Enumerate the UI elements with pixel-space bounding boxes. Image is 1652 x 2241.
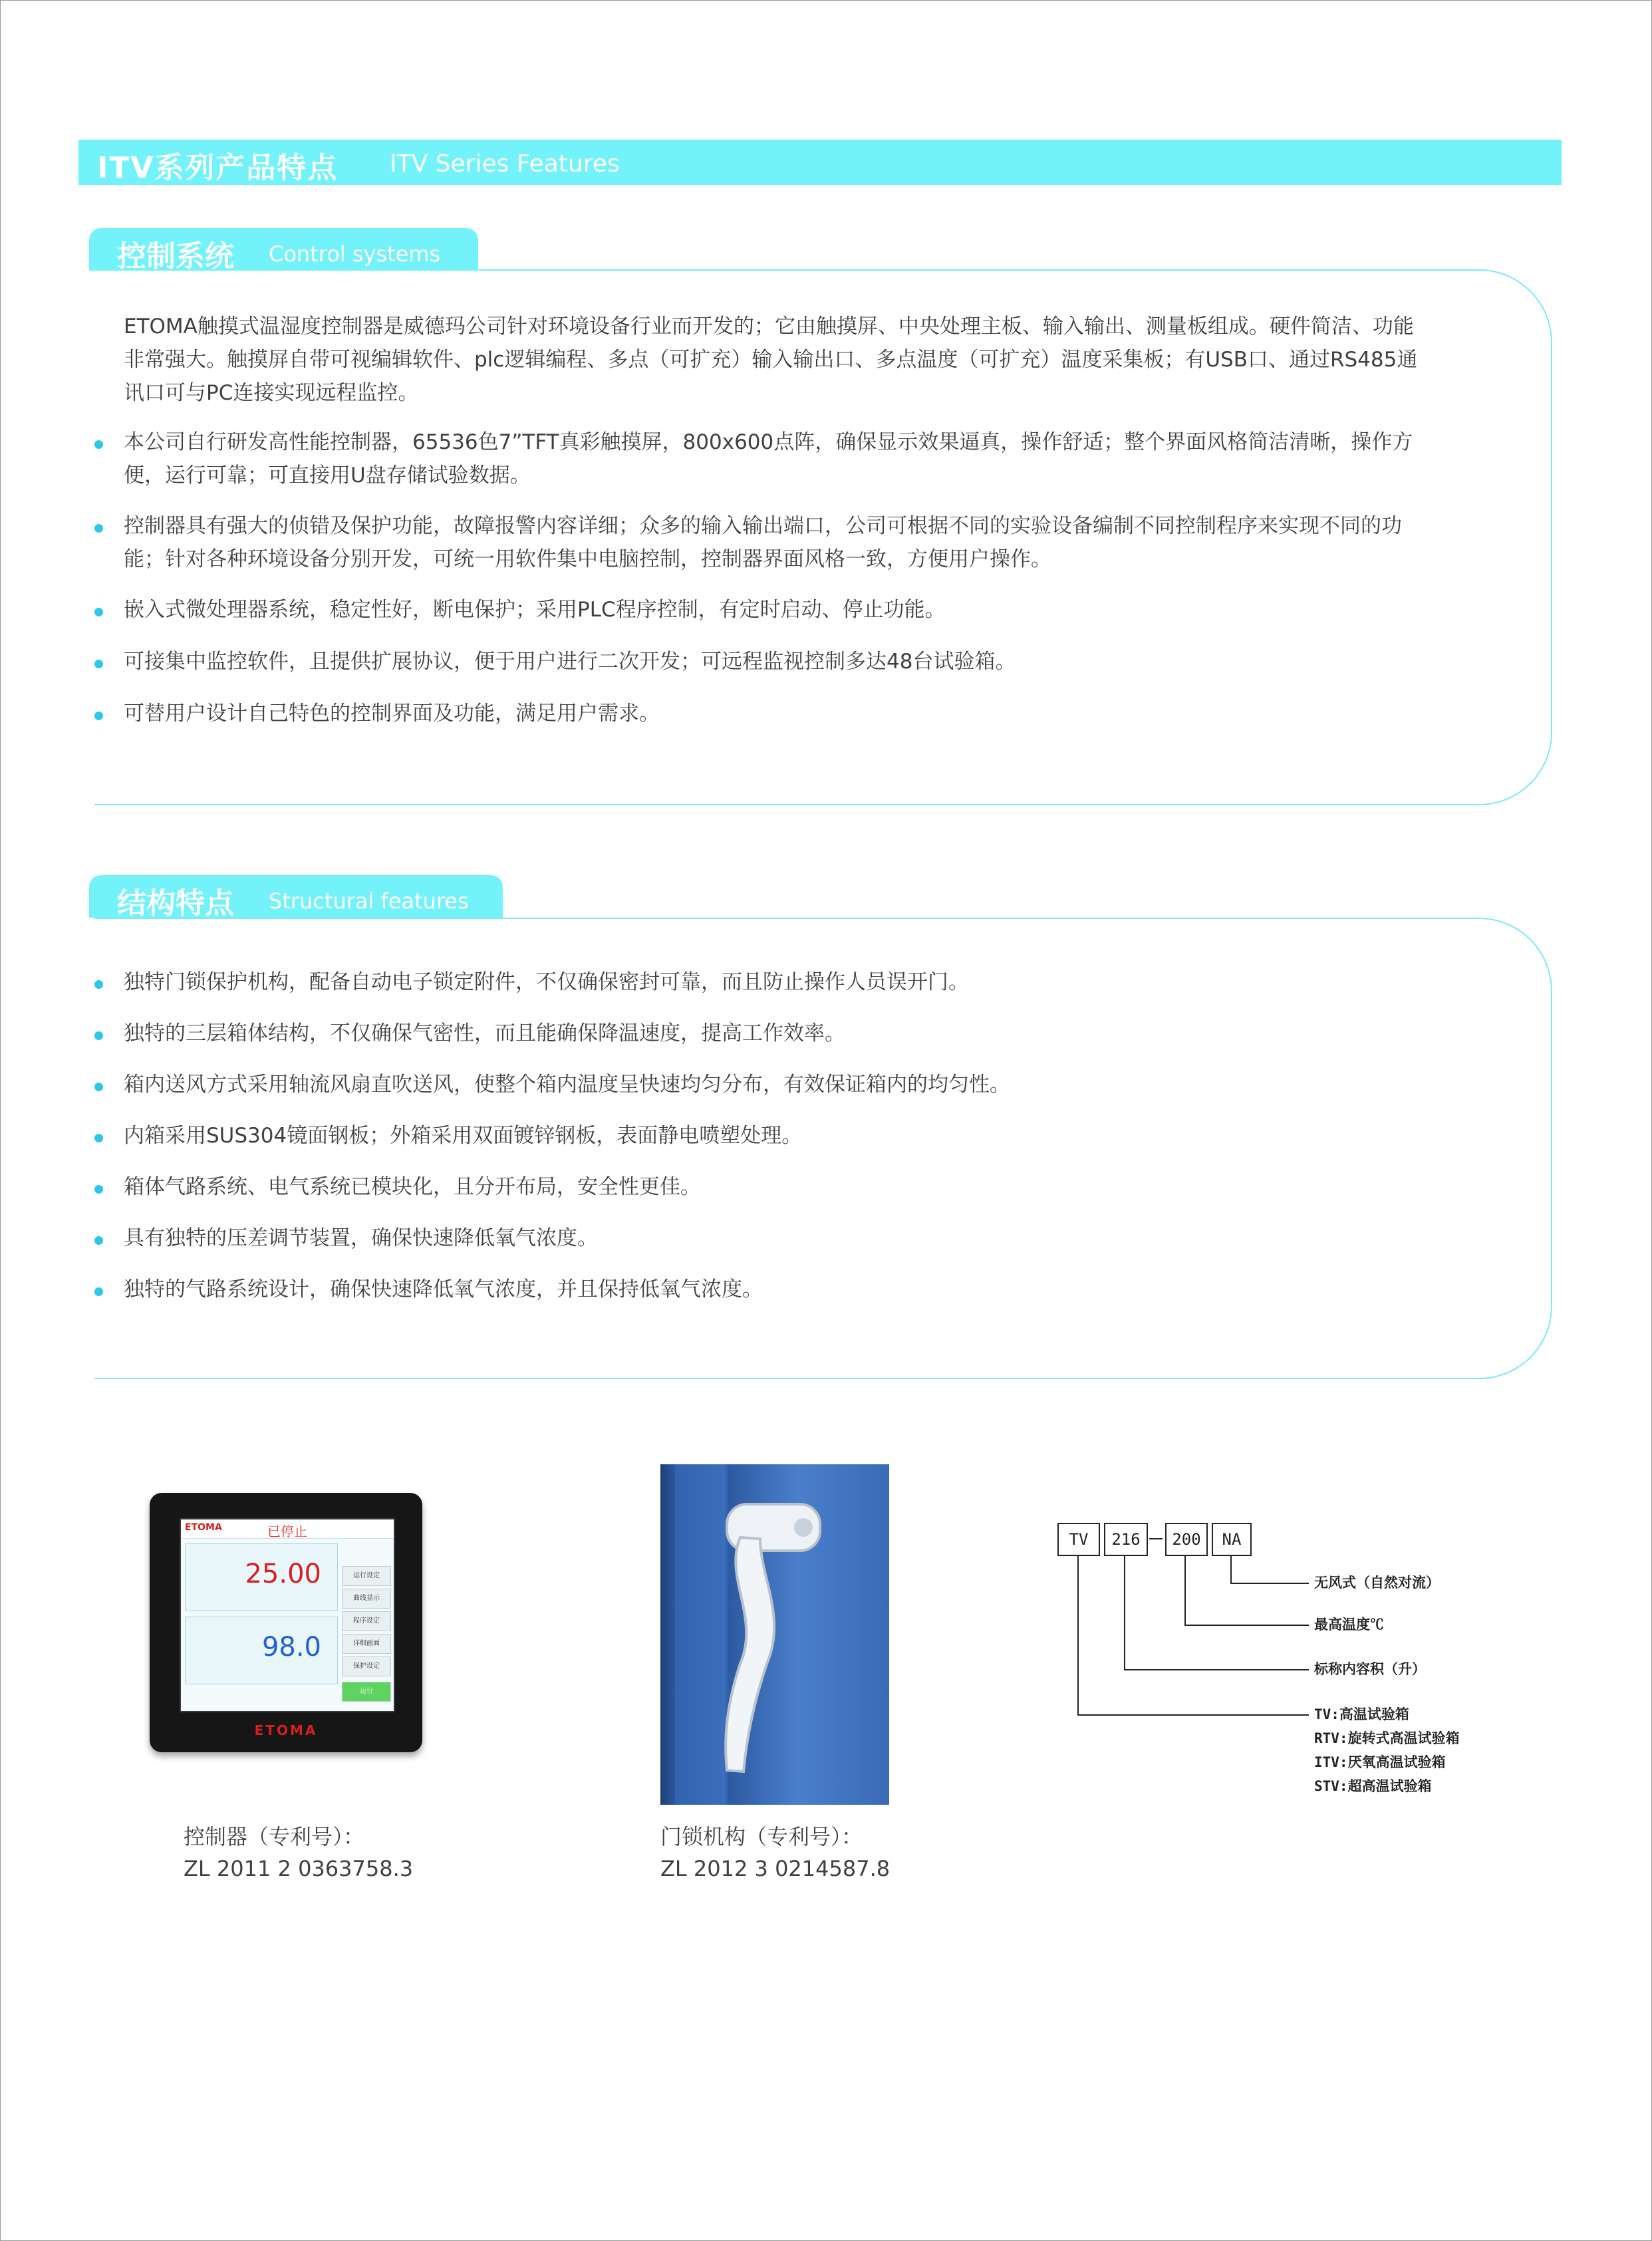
caption-line: 门锁机构（专利号）：	[660, 1824, 863, 1849]
intro-line: ETOMA触摸式温湿度控制器是威德玛公司针对环境设备行业而开发的；它由触摸屏、中央处理主板、输入输出、测量板组成。硬件简洁、功能	[124, 315, 1414, 338]
list-item	[94, 645, 1544, 678]
list-item	[94, 1119, 1544, 1152]
connector-line	[1230, 1556, 1232, 1584]
humidity-value: 98.0	[261, 1632, 321, 1662]
list-item	[94, 966, 1544, 999]
screen-side-button: 程序设定	[342, 1611, 391, 1631]
list-item	[94, 1222, 1544, 1255]
bullet-dot-icon	[94, 1287, 103, 1296]
bullet-line: 便，运行可靠；可直接用U盘存储试验数据。	[124, 463, 531, 487]
section-banner	[78, 140, 1562, 185]
screen-side-button: 曲线显示	[342, 1589, 391, 1609]
model-code-label: 最高温度℃	[1314, 1617, 1384, 1633]
list-item	[94, 509, 1544, 576]
bullet-dot-icon	[94, 660, 103, 668]
model-code-box: TV	[1057, 1523, 1100, 1556]
control-tab-en: Control systems	[269, 241, 441, 267]
connector-line	[1124, 1556, 1125, 1670]
screen-side-button: 详细画面	[342, 1634, 391, 1654]
screen-logo: ETOMA	[185, 1522, 222, 1533]
connector-line	[1184, 1625, 1309, 1626]
list-item	[94, 593, 1544, 626]
screen-top-bar	[181, 1519, 394, 1539]
connector-line	[1124, 1669, 1309, 1670]
bullet-line: 箱内送风方式采用轴流风扇直吹送风，使整个箱内温度呈快速均匀分布，有效保证箱内的均匀性。	[124, 1073, 1010, 1097]
model-code-label: RTV:旋转式高温试验箱	[1314, 1730, 1460, 1746]
list-item	[94, 1170, 1544, 1204]
bullet-line: 箱体气路系统、电气系统已模块化，且分开布局，安全性更佳。	[124, 1175, 701, 1199]
model-code-label: 无风式（自然对流）	[1314, 1575, 1440, 1591]
bullet-line: 控制器具有强大的侦错及保护功能，故障报警内容详细；众多的输入输出端口，公司可根据不同的实验设备编制不同控制程序来实现不同的功	[124, 514, 1402, 538]
control-bullet-list	[94, 426, 1544, 730]
bullet-dot-icon	[94, 440, 103, 449]
door-handle-icon	[660, 1464, 889, 1805]
model-code-label: ITV:厌氧高温试验箱	[1314, 1754, 1446, 1770]
bullet-line: 能；针对各种环境设备分别开发，可统一用软件集中电脑控制，控制器界面风格一致，方便用户操作。	[124, 547, 1051, 571]
caption-line: ZL 2011 2 0363758.3	[184, 1856, 414, 1881]
list-item	[94, 1273, 1544, 1306]
model-code-box: 200	[1165, 1523, 1208, 1556]
bullet-dot-icon	[94, 1134, 103, 1142]
controller-caption	[184, 1821, 413, 1885]
banner-title-cn: ITV系列产品特点	[97, 151, 339, 185]
screen-side-button: 运行设定	[342, 1566, 391, 1586]
control-tab	[89, 228, 478, 271]
model-code-box: 216	[1104, 1523, 1148, 1556]
model-code-label: TV:高温试验箱	[1314, 1706, 1409, 1722]
model-code-label: STV:超高温试验箱	[1314, 1778, 1432, 1794]
bullet-line: 本公司自行研发高性能控制器，65536色7”TFT真彩触摸屏，800x600点阵，确保显示效果逼真，操作舒适；整个界面风格简洁清晰，操作方	[124, 430, 1413, 454]
list-item	[94, 697, 1544, 730]
list-item	[94, 1017, 1544, 1050]
bullet-line: 可替用户设计自己特色的控制界面及功能，满足用户需求。	[124, 702, 660, 725]
list-item	[94, 426, 1544, 492]
model-code-label: 标称内容积（升）	[1314, 1661, 1426, 1677]
temperature-panel	[185, 1543, 338, 1611]
structure-tab-en: Structural features	[269, 888, 469, 914]
structure-tab-cn: 结构特点	[117, 886, 234, 920]
bullet-dot-icon	[94, 1185, 103, 1194]
control-intro	[124, 310, 1520, 410]
bullet-dot-icon	[94, 1031, 103, 1040]
caption-line: ZL 2012 3 0214587.8	[660, 1856, 891, 1881]
structure-bullet-list	[94, 966, 1544, 1306]
controller-screen	[180, 1518, 395, 1712]
bullet-dot-icon	[94, 1083, 103, 1091]
door-lock-photo	[660, 1464, 889, 1805]
bullet-line: 嵌入式微处理器系统，稳定性好，断电保护；采用PLC程序控制，有定时启动、停止功能。	[124, 598, 946, 622]
connector-line	[1230, 1583, 1309, 1584]
caption-line: 控制器（专利号）：	[184, 1824, 365, 1849]
door-lock-caption	[660, 1821, 890, 1885]
screen-side-button: 保护设定	[342, 1656, 391, 1676]
structure-tab	[89, 875, 503, 918]
bullet-dot-icon	[94, 980, 103, 989]
humidity-panel	[185, 1617, 338, 1684]
intro-line: 非常强大。触摸屏自带可视编辑软件、plc逻辑编程、多点（可扩充）输入输出口、多点温度（可扩充）温度采集板；有USB口、通过RS485通	[124, 348, 1418, 372]
connector-line	[1077, 1714, 1309, 1716]
bullet-line: 内箱采用SUS304镜面钢板；外箱采用双面镀锌钢板，表面静电喷塑处理。	[124, 1124, 803, 1148]
bullet-line: 具有独特的压差调节装置，确保快速降低氧气浓度。	[124, 1226, 598, 1250]
screen-status: 已停止	[267, 1523, 307, 1539]
temperature-value: 25.00	[245, 1559, 321, 1589]
bullet-dot-icon	[94, 524, 103, 533]
list-item	[94, 1068, 1544, 1101]
bullet-dot-icon	[94, 1236, 103, 1245]
connector-line	[1077, 1556, 1079, 1716]
controller-brand-logo: ETOMA	[254, 1722, 318, 1738]
bullet-line: 独特的三层箱体结构，不仅确保气密性，而且能确保降温速度，提高工作效率。	[124, 1021, 845, 1045]
bullet-line: 可接集中监控软件，且提供扩展协议，便于用户进行二次开发；可远程监视控制多达48台试验箱。	[124, 650, 1016, 674]
bullet-line: 独特门锁保护机构，配备自动电子锁定附件，不仅确保密封可靠，而且防止操作人员误开门。	[124, 970, 969, 994]
banner-title-en: ITV Series Features	[390, 150, 620, 178]
connector-line	[1184, 1556, 1186, 1626]
bullet-line: 独特的气路系统设计，确保快速降低氧气浓度，并且保持低氧气浓度。	[124, 1277, 763, 1301]
bullet-dot-icon	[94, 712, 103, 720]
screen-side-button: 运行	[342, 1682, 391, 1702]
controller-photo	[150, 1493, 422, 1752]
control-tab-cn: 控制系统	[117, 239, 234, 273]
code-dash	[1149, 1538, 1163, 1539]
bullet-dot-icon	[94, 608, 103, 616]
model-code-box: NA	[1212, 1523, 1252, 1556]
intro-line: 讯口可与PC连接实现远程监控。	[124, 381, 419, 405]
